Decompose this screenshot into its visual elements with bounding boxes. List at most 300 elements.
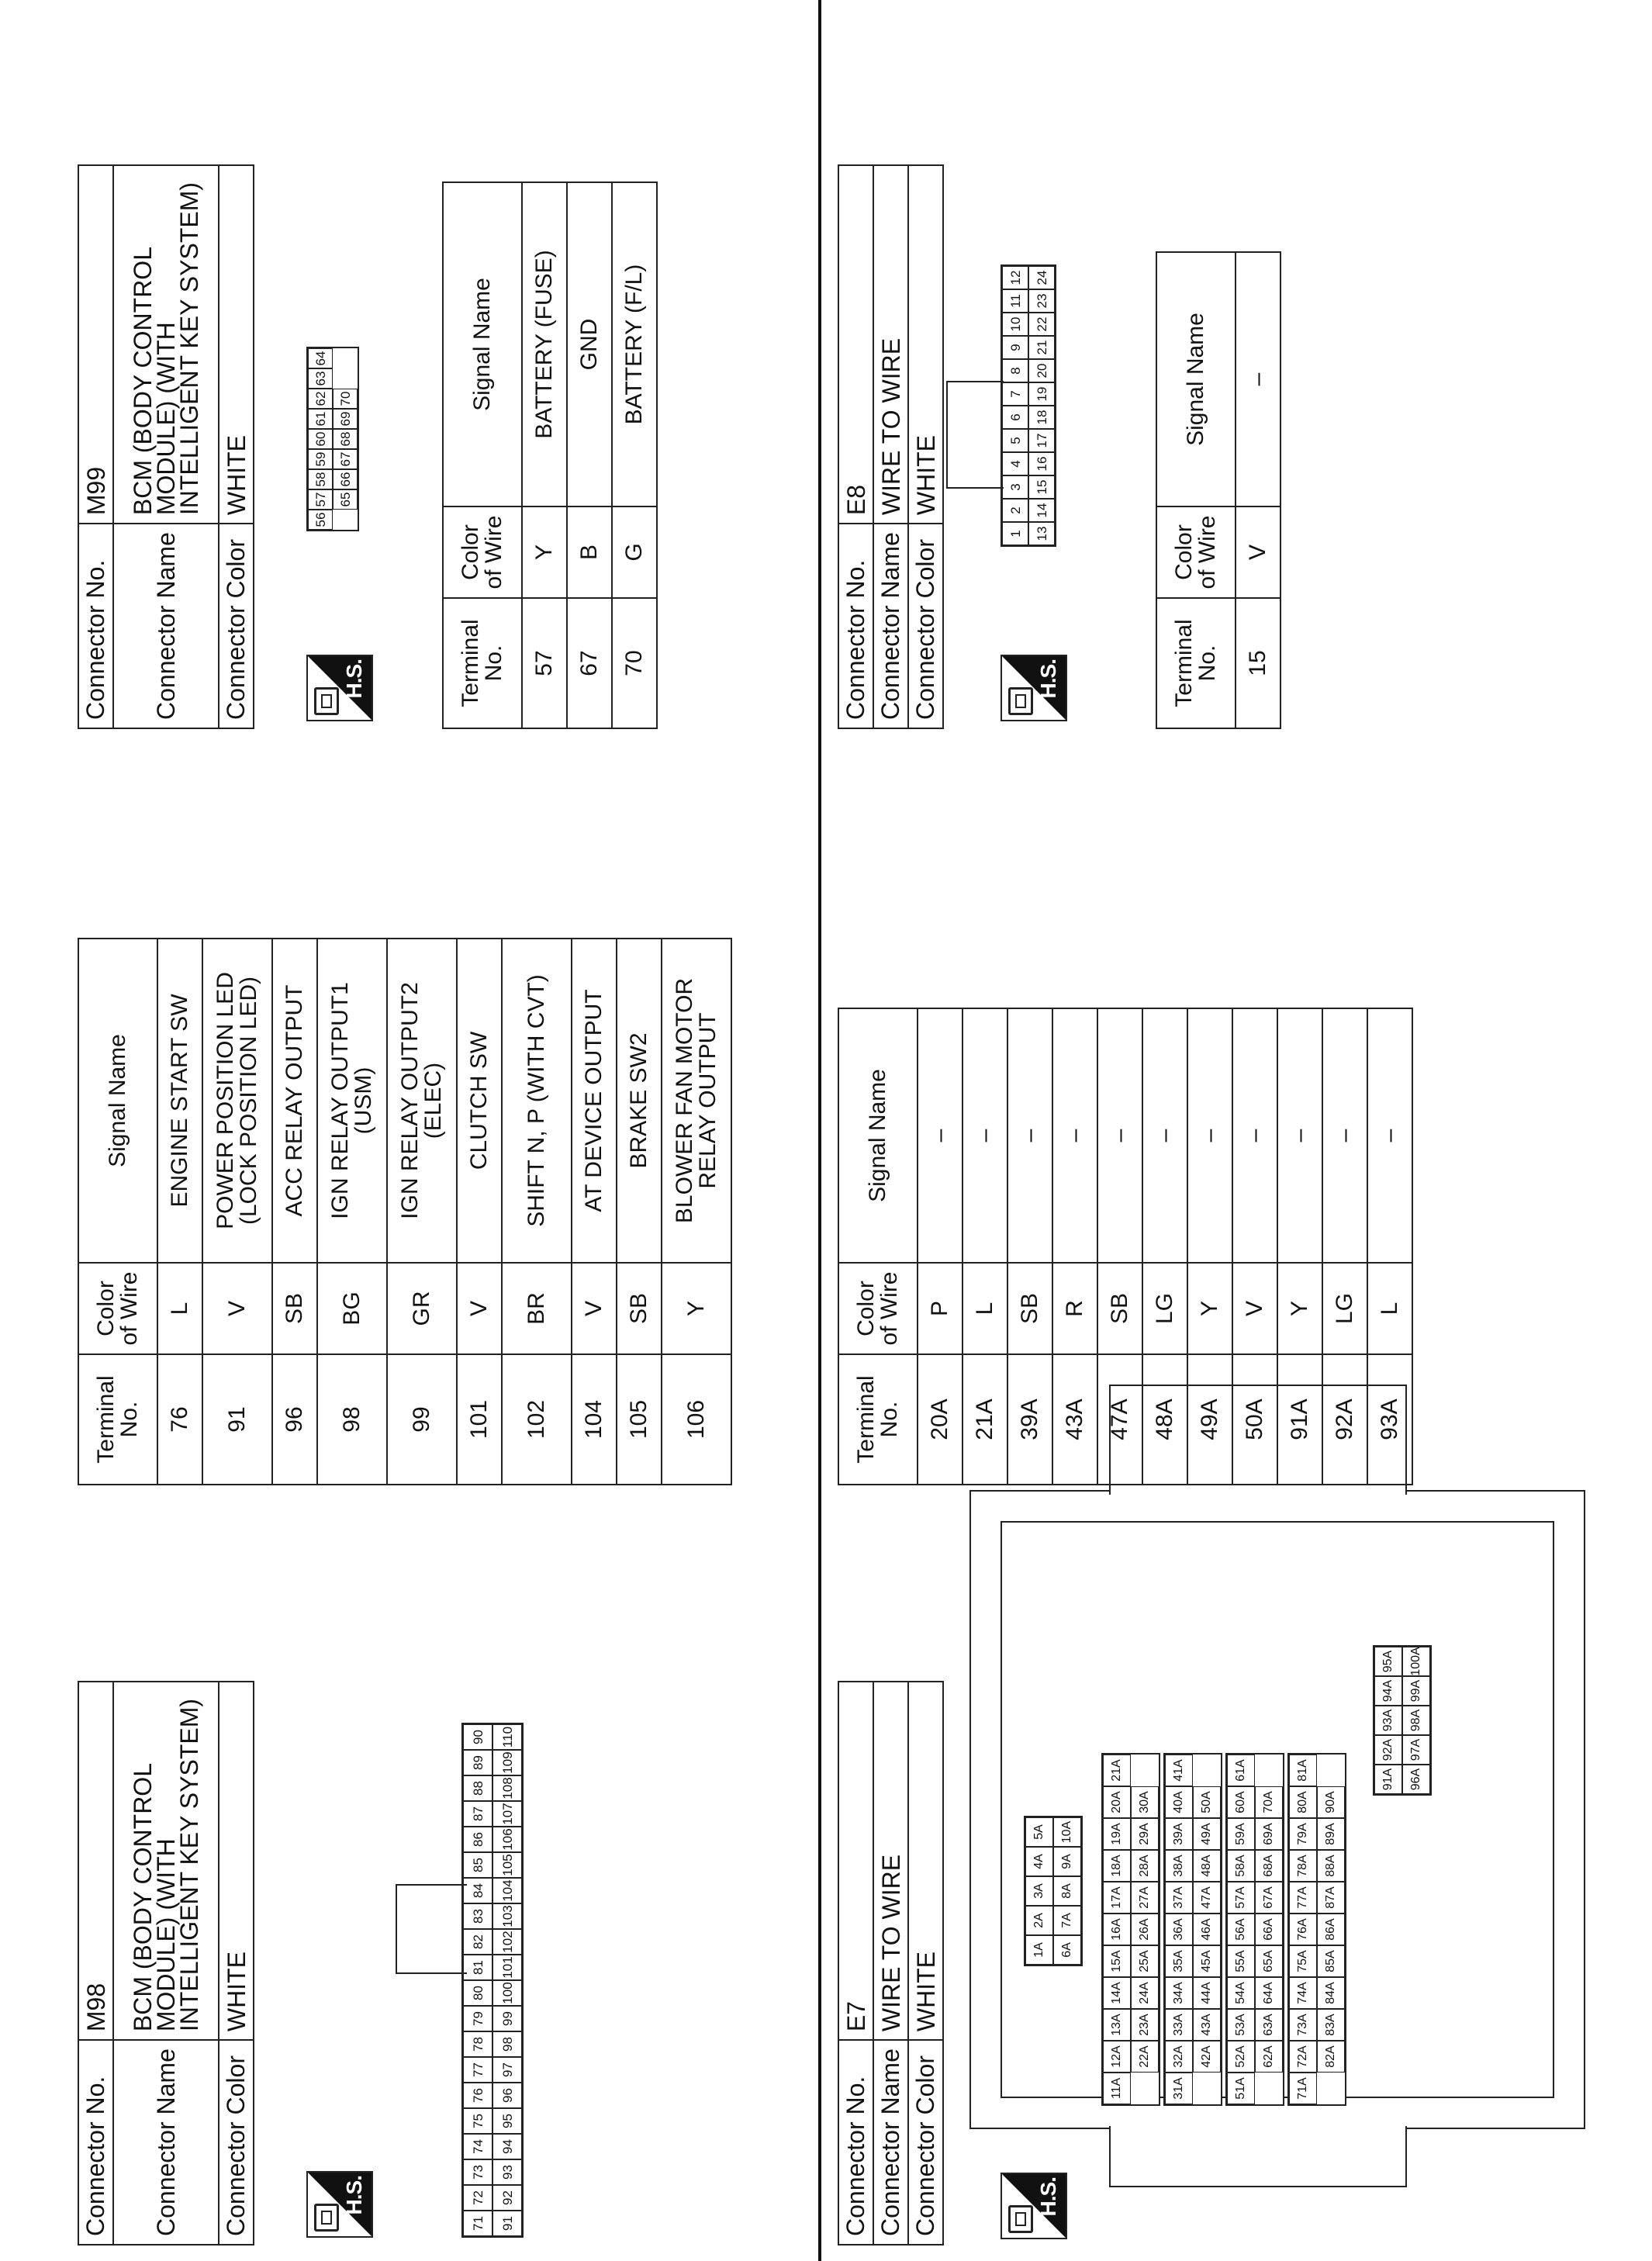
terminal-no-cell: 101 (457, 1354, 502, 1485)
pin: 15 (1028, 475, 1055, 499)
pin: 86 (463, 1827, 492, 1852)
pin: 10A (1053, 1817, 1081, 1847)
pin: 59A (1227, 1818, 1255, 1850)
pin (333, 368, 358, 389)
pin: 20A (1103, 1786, 1131, 1818)
pin: 5A (1025, 1817, 1053, 1847)
pin: 73A (1289, 2009, 1317, 2041)
pin: 94A (1374, 1676, 1402, 1706)
pin: 23 (1028, 289, 1055, 313)
pin (1255, 1755, 1283, 1786)
pin (1255, 2073, 1283, 2104)
pin: 105 (492, 1852, 522, 1878)
pin: 69A (1255, 1818, 1283, 1850)
signal-name-cell: IGN RELAY OUTPUT1 (USM) (317, 939, 387, 1263)
pin: 81 (463, 1955, 492, 1980)
wire-color-cell: V (1236, 506, 1280, 598)
col-terminal-no: Terminal No. (443, 598, 522, 728)
pin: 10 (1002, 313, 1028, 336)
pin: 83A (1317, 2009, 1345, 2041)
e7-pins-group-c (1163, 1753, 1222, 2106)
pin: 97A (1402, 1735, 1430, 1765)
pin: 54A (1227, 1977, 1255, 2009)
signal-name-cell: – (963, 1008, 1007, 1263)
col-signal-name: Signal Name (1156, 252, 1236, 506)
pin: 99 (492, 2006, 522, 2031)
col-signal-name: Signal Name (78, 939, 157, 1263)
signal-name-cell: CLUTCH SW (457, 939, 502, 1263)
pin: 71A (1289, 2073, 1317, 2104)
pin: 104 (492, 1878, 522, 1903)
e7-no: E7 (838, 1682, 873, 2040)
pin: 70 (333, 389, 358, 409)
pin: 75A (1289, 1945, 1317, 1977)
terminal-no-cell: 93A (1367, 1354, 1412, 1485)
wire-color-cell: Y (522, 506, 567, 598)
e7-header (838, 1681, 944, 2245)
pin: 21A (1103, 1755, 1131, 1786)
pin: 92A (1374, 1735, 1402, 1765)
terminal-no-cell: 15 (1236, 598, 1280, 728)
e7-signal-table (838, 1008, 1413, 1485)
pin: 6 (1002, 406, 1028, 429)
table-row (502, 939, 572, 1485)
table-row (522, 182, 567, 728)
e7-pins-group-e (1287, 1753, 1346, 2106)
table-row (1322, 1008, 1367, 1485)
terminal-no-cell: 70 (612, 598, 657, 728)
pin: 69 (333, 409, 358, 429)
m98-name: BCM (BODY CONTROL MODULE) (WITH INTELLIGENT KEY SYSTEM) (113, 1682, 219, 2040)
pin: 19 (1028, 382, 1055, 406)
pin: 91A (1374, 1765, 1402, 1794)
pin: 56 (308, 510, 333, 530)
terminal-no-cell: 96 (272, 1354, 317, 1485)
terminal-no-cell: 105 (617, 1354, 662, 1485)
table-row (157, 939, 202, 1485)
pin: 27A (1131, 1882, 1159, 1914)
wire-color-cell: GR (387, 1263, 457, 1354)
table-row (387, 939, 457, 1485)
m99-name: BCM (BODY CONTROL MODULE) (WITH INTELLIGENT KEY SYSTEM) (113, 165, 219, 524)
label-connector-no: Connector No. (838, 524, 873, 728)
pin: 3 (1002, 475, 1028, 499)
pin: 103 (492, 1903, 522, 1929)
wire-color-cell: L (963, 1263, 1007, 1354)
table-row (918, 1008, 963, 1485)
signal-name-cell: – (1236, 252, 1280, 506)
signal-name-cell: BRAKE SW2 (617, 939, 662, 1263)
wire-color-cell: Y (662, 1263, 731, 1354)
m99-color: WHITE (219, 165, 254, 524)
label-connector-color: Connector Color (908, 2040, 943, 2245)
signal-name-cell: – (1187, 1008, 1232, 1263)
wire-color-cell: P (918, 1263, 963, 1354)
pin: 11A (1103, 2073, 1131, 2104)
pin: 7A (1053, 1906, 1081, 1935)
pin: 100 (492, 1980, 522, 2006)
wire-color-cell: LG (1322, 1263, 1367, 1354)
pin: 81A (1289, 1755, 1317, 1786)
e8-name: WIRE TO WIRE (873, 165, 908, 524)
label-connector-name: Connector Name (873, 524, 908, 728)
col-terminal-no: Terminal No. (838, 1354, 918, 1485)
pin: 9A (1053, 1847, 1081, 1876)
pin: 88A (1317, 1850, 1345, 1882)
col-color-of-wire: Color of Wire (78, 1263, 157, 1354)
pin: 34A (1165, 1977, 1193, 2009)
terminal-no-cell: 106 (662, 1354, 731, 1485)
terminal-no-cell: 102 (502, 1354, 572, 1485)
pin: 64A (1255, 1977, 1283, 2009)
pin: 57A (1227, 1882, 1255, 1914)
m98-signal-table (78, 938, 732, 1485)
pin: 14A (1103, 1977, 1131, 2009)
pin: 32A (1165, 2041, 1193, 2073)
pin: 28A (1131, 1850, 1159, 1882)
pin: 98 (492, 2031, 522, 2057)
pin: 58 (308, 469, 333, 489)
e7-pins-group-b (1101, 1753, 1160, 2106)
pin (1193, 1755, 1221, 1786)
pin: 18 (1028, 406, 1055, 429)
pin: 63 (308, 368, 333, 389)
wire-color-cell: V (572, 1263, 617, 1354)
signal-name-cell: – (1052, 1008, 1097, 1263)
pin: 37A (1165, 1882, 1193, 1914)
pin: 5 (1002, 429, 1028, 452)
pin: 91 (492, 2211, 522, 2236)
pin: 35A (1165, 1945, 1193, 1977)
col-terminal-no: Terminal No. (1156, 598, 1236, 728)
pin: 17A (1103, 1882, 1131, 1914)
wire-color-cell: BR (502, 1263, 572, 1354)
pin: 44A (1193, 1977, 1221, 2009)
e8-signal-table (1156, 251, 1281, 729)
pin: 89A (1317, 1818, 1345, 1850)
pin: 96A (1402, 1765, 1430, 1794)
hs-icon: H.S. (306, 2171, 373, 2238)
pin: 59 (308, 449, 333, 469)
pin: 75 (463, 2108, 492, 2134)
pin: 92 (492, 2185, 522, 2211)
m99-signal-table (442, 182, 658, 729)
pin: 60 (308, 429, 333, 449)
pin: 80 (463, 1980, 492, 2006)
pin: 2A (1025, 1906, 1053, 1935)
pin: 93A (1374, 1706, 1402, 1735)
signal-name-cell: BLOWER FAN MOTOR RELAY OUTPUT (662, 939, 731, 1263)
pin: 100A (1402, 1647, 1430, 1676)
pin: 38A (1165, 1850, 1193, 1882)
pin: 78A (1289, 1850, 1317, 1882)
pin: 13A (1103, 2009, 1131, 2041)
pin (1317, 2073, 1345, 2104)
pin: 6A (1053, 1935, 1081, 1965)
signal-name-cell: BATTERY (FUSE) (522, 182, 567, 506)
signal-name-cell: POWER POSITION LED (LOCK POSITION LED) (202, 939, 272, 1263)
pin: 109 (492, 1750, 522, 1775)
pin: 101 (492, 1955, 522, 1980)
wire-color-cell: V (202, 1263, 272, 1354)
hs-icon: H.S. (1001, 655, 1067, 721)
pin: 58A (1227, 1850, 1255, 1882)
m98-no: M98 (78, 1682, 113, 2040)
table-row (617, 939, 662, 1485)
pin: 62A (1255, 2041, 1283, 2073)
pin: 99A (1402, 1676, 1430, 1706)
wire-color-cell: B (567, 506, 612, 598)
label-connector-no: Connector No. (78, 2040, 113, 2245)
pin: 53A (1227, 2009, 1255, 2041)
pin: 74 (463, 2134, 492, 2159)
signal-name-cell: – (1097, 1008, 1142, 1263)
col-terminal-no: Terminal No. (78, 1354, 157, 1485)
col-color-of-wire: Color of Wire (1156, 506, 1236, 598)
pin: 66 (333, 469, 358, 489)
pin: 98A (1402, 1706, 1430, 1735)
pin: 48A (1193, 1850, 1221, 1882)
pin: 72 (463, 2185, 492, 2211)
col-color-of-wire: Color of Wire (443, 506, 522, 598)
pin: 7 (1002, 382, 1028, 406)
pin (1131, 2073, 1159, 2104)
terminal-no-cell: 20A (918, 1354, 963, 1485)
pin (1131, 1755, 1159, 1786)
pin: 79 (463, 2006, 492, 2031)
pin (1317, 1755, 1345, 1786)
signal-name-cell: – (1277, 1008, 1322, 1263)
pin: 108 (492, 1775, 522, 1801)
signal-name-cell: AT DEVICE OUTPUT (572, 939, 617, 1263)
wire-color-cell: BG (317, 1263, 387, 1354)
m99-connector-face (306, 347, 359, 531)
label-connector-color: Connector Color (219, 2040, 254, 2245)
pin (333, 348, 358, 368)
table-row (572, 939, 617, 1485)
terminal-no-cell: 98 (317, 1354, 387, 1485)
signal-name-cell: IGN RELAY OUTPUT2 (ELEC) (387, 939, 457, 1263)
pin: 102 (492, 1929, 522, 1955)
pin: 41A (1165, 1755, 1193, 1786)
table-row (1187, 1008, 1232, 1485)
pin: 77A (1289, 1882, 1317, 1914)
wire-color-cell: G (612, 506, 657, 598)
terminal-no-cell: 91 (202, 1354, 272, 1485)
terminal-no-cell: 57 (522, 598, 567, 728)
pin: 22 (1028, 313, 1055, 336)
pin: 106 (492, 1827, 522, 1852)
col-color-of-wire: Color of Wire (838, 1263, 918, 1354)
terminal-no-cell: 47A (1097, 1354, 1142, 1485)
wire-color-cell: L (1367, 1263, 1412, 1354)
pin: 94 (492, 2134, 522, 2159)
pin: 24A (1131, 1977, 1159, 2009)
terminal-no-cell: 49A (1187, 1354, 1232, 1485)
hs-icon: H.S. (1001, 2173, 1067, 2239)
pin: 63A (1255, 2009, 1283, 2041)
terminal-no-cell: 48A (1142, 1354, 1187, 1485)
pin: 107 (492, 1801, 522, 1827)
pin: 22A (1131, 2041, 1159, 2073)
pin: 95A (1374, 1647, 1402, 1676)
pin: 47A (1193, 1882, 1221, 1914)
pin: 95 (492, 2108, 522, 2134)
pin: 43A (1193, 2009, 1221, 2041)
pin: 14 (1028, 499, 1055, 522)
table-row (202, 939, 272, 1485)
pin: 8A (1053, 1876, 1081, 1906)
pin: 87A (1317, 1882, 1345, 1914)
pin: 49A (1193, 1818, 1221, 1850)
wire-color-cell: LG (1142, 1263, 1187, 1354)
e8-connector-face (1001, 264, 1056, 547)
pin: 3A (1025, 1876, 1053, 1906)
m98-connector-face (461, 1723, 524, 2238)
wire-color-cell: R (1052, 1263, 1097, 1354)
terminal-no-cell: 21A (963, 1354, 1007, 1485)
hs-icon: H.S. (306, 655, 373, 721)
terminal-no-cell: 43A (1052, 1354, 1097, 1485)
pin: 24 (1028, 266, 1055, 289)
pin: 66A (1255, 1914, 1283, 1945)
pin: 39A (1165, 1818, 1193, 1850)
signal-name-cell: ACC RELAY OUTPUT (272, 939, 317, 1263)
signal-name-cell: SHIFT N, P (WITH CVT) (502, 939, 572, 1263)
wire-color-cell: L (157, 1263, 202, 1354)
label-connector-name: Connector Name (873, 2040, 908, 2245)
pin: 64 (308, 348, 333, 368)
pin: 67 (333, 449, 358, 469)
pin: 12 (1002, 266, 1028, 289)
e8-key (946, 381, 1004, 489)
wire-color-cell: SB (272, 1263, 317, 1354)
pin: 80A (1289, 1786, 1317, 1818)
signal-name-cell: – (1322, 1008, 1367, 1263)
table-row (272, 939, 317, 1485)
m98-key (396, 1884, 467, 1974)
pin: 65 (333, 489, 358, 510)
signal-name-cell: – (1142, 1008, 1187, 1263)
pin: 72A (1289, 2041, 1317, 2073)
pin: 89 (463, 1750, 492, 1775)
label-connector-color: Connector Color (908, 524, 943, 728)
table-row (662, 939, 731, 1485)
pin: 88 (463, 1775, 492, 1801)
pin: 68 (333, 429, 358, 449)
pin: 4 (1002, 452, 1028, 475)
pin: 55A (1227, 1945, 1255, 1977)
section-divider (818, 0, 821, 2261)
e8-color: WHITE (908, 165, 943, 524)
e7-pins-group-d (1225, 1753, 1284, 2106)
pin: 30A (1131, 1786, 1159, 1818)
pin: 45A (1193, 1945, 1221, 1977)
pin: 46A (1193, 1914, 1221, 1945)
pin: 13 (1028, 522, 1055, 545)
wire-color-cell: Y (1277, 1263, 1322, 1354)
pin: 4A (1025, 1847, 1053, 1876)
label-connector-no: Connector No. (78, 524, 113, 728)
pin: 84 (463, 1878, 492, 1903)
signal-name-cell: GND (567, 182, 612, 506)
label-connector-name: Connector Name (113, 524, 219, 728)
pin: 85 (463, 1852, 492, 1878)
signal-name-cell: – (1232, 1008, 1277, 1263)
pin: 71 (463, 2211, 492, 2236)
pin: 33A (1165, 2009, 1193, 2041)
pin: 56A (1227, 1914, 1255, 1945)
pin (333, 510, 358, 530)
m98-color: WHITE (219, 1682, 254, 2040)
pin: 61A (1227, 1755, 1255, 1786)
pin: 15A (1103, 1945, 1131, 1977)
table-row (1232, 1008, 1277, 1485)
pin: 84A (1317, 1977, 1345, 2009)
pin: 73 (463, 2159, 492, 2185)
pin: 20 (1028, 359, 1055, 382)
signal-name-cell: – (1007, 1008, 1052, 1263)
pin: 23A (1131, 2009, 1159, 2041)
wire-color-cell: SB (617, 1263, 662, 1354)
pin: 29A (1131, 1818, 1159, 1850)
pin: 18A (1103, 1850, 1131, 1882)
terminal-no-cell: 104 (572, 1354, 617, 1485)
pin: 79A (1289, 1818, 1317, 1850)
table-row (457, 939, 502, 1485)
pin: 76A (1289, 1914, 1317, 1945)
pin: 42A (1193, 2041, 1221, 2073)
e7-pins-group-f (1373, 1645, 1432, 1796)
pin: 11 (1002, 289, 1028, 313)
terminal-no-cell: 99 (387, 1354, 457, 1485)
pin: 78 (463, 2031, 492, 2057)
pin: 17 (1028, 429, 1055, 452)
wire-color-cell: V (457, 1263, 502, 1354)
pin: 2 (1002, 499, 1028, 522)
wire-color-cell: V (1232, 1263, 1277, 1354)
m98-header (78, 1681, 254, 2245)
table-row (567, 182, 612, 728)
pin: 31A (1165, 2073, 1193, 2104)
table-row (1142, 1008, 1187, 1485)
pin (1193, 2073, 1221, 2104)
signal-name-cell: BATTERY (F/L) (612, 182, 657, 506)
pin: 16A (1103, 1914, 1131, 1945)
terminal-no-cell: 91A (1277, 1354, 1322, 1485)
pin: 9 (1002, 336, 1028, 359)
pin: 90A (1317, 1786, 1345, 1818)
pin: 83 (463, 1903, 492, 1929)
pin: 12A (1103, 2041, 1131, 2073)
wire-color-cell: Y (1187, 1263, 1232, 1354)
pin: 85A (1317, 1945, 1345, 1977)
table-row (1007, 1008, 1052, 1485)
m99-header (78, 164, 254, 729)
signal-name-cell: – (1367, 1008, 1412, 1263)
terminal-no-cell: 76 (157, 1354, 202, 1485)
table-row (317, 939, 387, 1485)
pin: 67A (1255, 1882, 1283, 1914)
terminal-no-cell: 50A (1232, 1354, 1277, 1485)
m99-no: M99 (78, 165, 113, 524)
pin: 96 (492, 2083, 522, 2108)
pin: 110 (492, 1724, 522, 1750)
pin: 82A (1317, 2041, 1345, 2073)
table-row (1097, 1008, 1142, 1485)
signal-name-cell: ENGINE START SW (157, 939, 202, 1263)
pin: 52A (1227, 2041, 1255, 2073)
